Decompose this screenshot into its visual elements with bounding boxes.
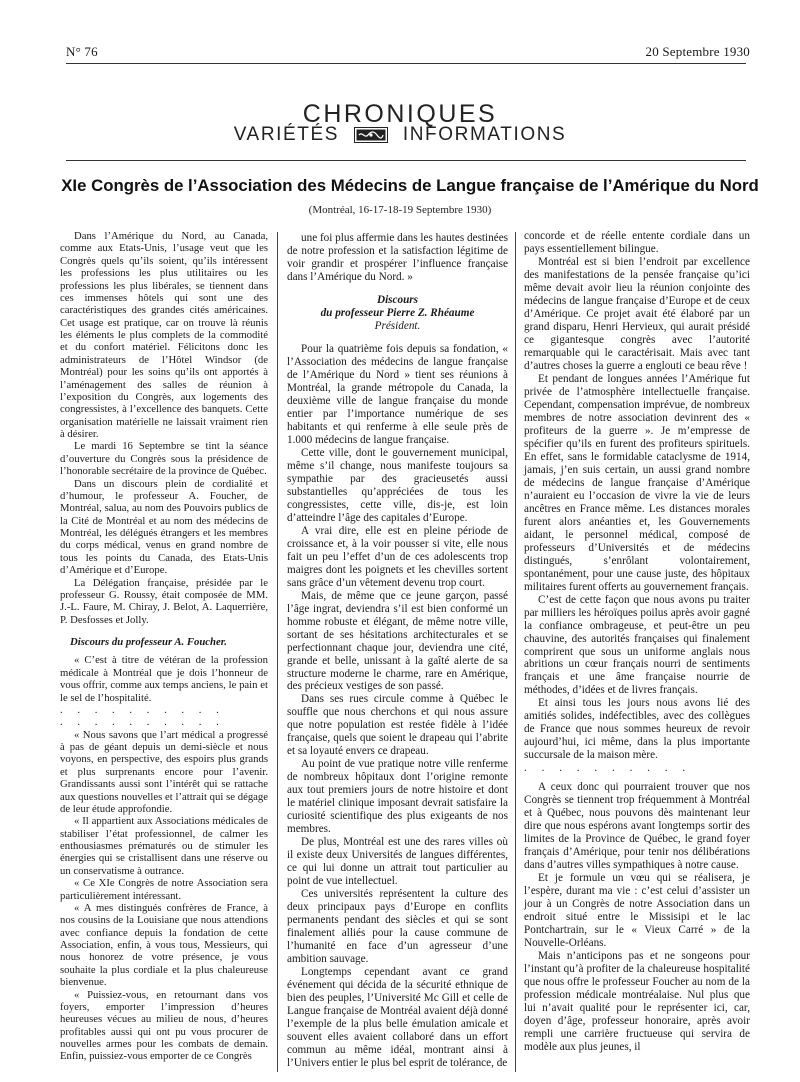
paragraph: Cette ville, dont le gouvernement municipal, même s’il change, nous manifeste toujours sa sympathie par des gracieusetés aussi substantielles qu’appréciées de tous les congressistes, cette ville, dis-je, est loin d’atteindre l’âge des capitales d’Europe. [287,446,508,524]
section-subtitle [0,124,800,146]
paragraph: Montréal est si bien l’endroit par excellence des manifestations de la pensée française qu’ici même devait avoir lieu la réunion conjointe des médecins de langue française d’Europe et de ceux d’Amérique. Ce projet avait été élaboré par un grand disparu, Henri Hervieux, qui aurait présidé ce gigantesque congrès avec l’autorité remarquable qui le caractérisait. Mais avec tant d’autres choses la guerre a englouti ce beau rêve ! [524,255,750,372]
paragraph: Longtemps cependant avant ce grand événement qui décida de la sécurité ethnique de bien des peuples, l’Université Mc Gill et celle de Langue française de Montréal avaient déjà donné l’exemple de la plus belle émulation amicale et souvent elles avaient collaboré dans un effort commun au même idéal, montrant ainsi à l’Univers entier le plus bel esprit de tolérance, de [287,966,508,1070]
paragraph: Mais n’anticipons pas et ne songeons pour l’instant qu’à profiter de la chaleureuse hospitalité que nous offre le professeur Foucher au nom de la profession médicale montréalaise. Nul plus que lui n’avait qualité pour le représenter ici, car, doyen d’âge, professeur honoraire, après avoir rempli une carrière fructueuse qui servira de modèle aux plus jeunes, il [524,950,750,1054]
section-varietes: VARIÉTÉS [233,124,340,145]
paragraph: Dans ses rues circule comme à Québec le souffle que nous cherchons et qui nous assure que notre population est restée fidèle à l’idée française, quels que soient le drapeau qui l’abrite et sa loyauté envers ce drapeau. [287,693,508,758]
paragraph: Pour la quatrième fois depuis sa fondation, « l’Association des médecins de langue française de l’Amérique du Nord » tient ses réunions à Montréal, la grande métropole du Canada, la deuxième ville de langue française du monde entier par l’importance numérique de ses habitants et qui renferme à elle seule près de 1.000 médecins de langue française. [287,342,508,446]
paragraph: « C’est à titre de vétéran de la profession médicale à Montréal que je dois l’honneur de vous offrir, comme aux temps anciens, le pain et le sel de l’hospitalité. [60,654,268,704]
paragraph: A ceux donc qui pourraient trouver que nos Congrès se tiennent trop fréquemment à Montréal et à Québec, nous pouvons dès maintenant leur dire que nous espérons avant longtemps sortir des limites de la Province de Québec, le grand foyer français d’Amérique, pour tenir nos délibérations dans d’autres villes sympathiques à notre cause. [524,781,750,872]
paragraph: Dans un discours plein de cordialité et d’humour, le professeur A. Foucher, de Montréal, salua, au nom des Pouvoirs publics de la Cité de Montréal et au nom des médecins de Montréal, les délégués étrangers et les membres du corps médical, venus en grand nombre de tous les points du Canada, des Etats-Unis d’Amérique et d’Europe. [60,477,268,577]
speech-heading: Discours du professeur A. Foucher. [70,636,227,648]
section-rule [66,160,746,161]
paragraph: Le mardi 16 Septembre se tint la séance d’ouverture du Congrès sous la présidence de l’honorable secrétaire de la province de Québec. [60,440,268,478]
paragraph: Au point de vue pratique notre ville renferme de nombreux hôpitaux dont l’origine remonte aux tout premiers jours de notre histoire et dont le matériel clinique imposant devrait satisfaire la curiosité scientifique des plus exigeants de nos membres. [287,758,508,836]
paragraph: Et pendant de longues années l’Amérique fut privée de l’atmosphère intellectuelle française. Cependant, compensation imprévue, de nombreux membres de notre association devinrent des « profiteurs de la guerre ». Je m’empresse de spécifier qu’ils en furent des profiteurs spirituels. En effet, sans le formidable cataclysme de 1914, jamais, j’en suis certain, un aussi grand nombre de médecins de langue française d’Amérique n’auraient eu l’occasion de vivre la vie de leurs ancêtres en France même. Les distances morales furent alors anéanties et, les Gouvernements aidant, le personnel médical, composé de professeurs d’Universités et de médecins distingués, s’enrôlant volontairement, spontanément, pour une cause juste, des hôpitaux militaires furent offerts au gouvernement français. [524,372,750,593]
speech-heading-line2: du professeur Pierre Z. Rhéaume [320,306,475,319]
paragraph: une foi plus affermie dans les hautes destinées de notre profession et la satisfaction légitime de voir grandir et prospérer l’influence française dans l’Amérique du Nord. » [287,232,509,283]
paragraph: « Puissiez-vous, en retournant dans vos foyers, emporter l’impression d’heures heureuses vécues au milieu de nous, d’heures profitables aussi qui ont pu vous procurer de nouvelles armes pour les combats de demain. Enfin, puissiez-vous emporter de ce Congrès [60,988,268,1063]
paragraph: Ces universités représentent la culture des deux principaux pays d’Europe en conflits permanents pendant des siècles et qui se sont finalement alliés pour la cause commune de l’humanité en face d’un agresseur d’une ambition sauvage. [287,888,508,966]
paragraph: Mais, de même que ce jeune garçon, passé l’âge ingrat, deviendra s’il est bien conformé un homme robuste et élégant, de même notre ville, sortant de ses hésitations architecturales et se perfectionnant chaque jour, deviendra une cité, grande et belle, unissant à la gaîté alerte de sa structure moderne le charme, rare en Amérique, des précieux vestiges de son passé. [287,589,508,693]
issue-number: N° 76 [66,44,98,59]
ellipsis-dots: . . . . . . . . . . [60,703,225,716]
article-title: XIe Congrès de l’Association des Médecins de Langue française de l’Amérique du Nord [61,176,759,195]
column-3 [524,230,750,1054]
header-rule [66,63,746,64]
ornament-icon [354,127,388,143]
section-title: CHRONIQUES [302,100,498,128]
issue-date: 20 Septembre 1930 [645,44,750,59]
ellipsis-dots: . . . . . . . . . . [60,716,225,729]
paragraph: La Délégation française, présidée par le professeur G. Roussy, était composée de MM. J.-L. Faure, M. Chiray, J. Belot, A. Laquerrière, P. Desfosses et Jolly. [60,576,268,626]
column-2 [287,232,508,1070]
paragraph: C’est de cette façon que nous avons pu traiter par milliers les héroïques poilus après avoir gagné la confiance ombrageuse, et peut-être un peu chauvine, des autorités françaises qui finalement comprirent que sous un uniforme anglais nous abritions un cœur français nourri de sentiments français et une âme française nourrie de méthodes, d’idées et de livres français. [524,593,750,697]
column-1 [60,230,268,1063]
column-separator-1 [277,232,278,1072]
column-separator-2 [515,232,516,1072]
paragraph: Dans l’Amérique du Nord, au Canada, comme aux Etats-Unis, l’usage veut que les Congrès quels qu’ils soient, qu’ils intéressent les professions les plus utilitaires ou les professions les plus libérales, se tiennent dans ces immenses hôtels qui sont une des caractéristiques des grandes cités américaines. Cet usage est pratique, car on trouve là réunis les éléments le plus complets de la commodité et du confort matériel. Félicitons donc les administrateurs de l’Hôtel Windsor (de Montréal) pour les soins qu’ils ont apportés à l’aménagement des salles de réunion à l’exposition du Congrès, aux logements des congressistes, à l’excellence des banquets. Cette organisation matérielle ne laissait vraiment rien à désirer. [60,230,268,440]
paragraph: Et je formule un vœu qui se réalisera, je l’espère, durant ma vie : c’est celui d’assister un jour à un Congrès de notre Association dans un endroit situé entre le Missisipi et le lac Pontchartrain, sur le « Vieux Carré » de la Nouvelle-Orléans. [524,872,750,950]
speech-heading-line1: Discours [376,293,419,306]
paragraph: « Il appartient aux Associations médicales de stabiliser l’état professionnel, de calmer les enthousiasmes prématurés ou de stimuler les énergies qui se cristallisent dans une réserve ou un conservatisme à outrance. [60,815,268,877]
paragraph: « Nous savons que l’art médical a progressé à pas de géant depuis un demi-siècle et nous voyons, en perspective, des espoirs plus grands et plus surprenants encore pour l’avenir. Grandissants aussi sont l’intérêt qui se rattache aux questions nouvelles et l’attrait qui se dégage de leur étude approfondie. [60,728,268,815]
paragraph: A vrai dire, elle est en pleine période de croissance et, à la voir pousser si vite, elle nous fait un peu l’effet d’un de ces adolescents trop maigres dont les poignets et les chevilles sortent sans grâce d’un vêtement devenu trop court. [287,524,508,589]
paragraph: concorde et de réelle entente cordiale dans un pays essentiellement bilingue. [524,230,750,255]
paragraph: De plus, Montréal est une des rares villes où il existe deux Universités de langues différentes, ce qui lui donne un attrait tout particulier au point de vue intellectuel. [287,836,508,888]
paragraph: « A mes distingués confrères de France, à nos cousins de la Louisiane que nous attendions avec confiance depuis la fondation de cette Association, enfin, à vous tous, Messieurs, qui nous honorez de votre présence, je vous souhaite la plus cordiale et la plus chaleureuse bienvenue. [60,901,268,989]
section-informations: INFORMATIONS [402,124,567,145]
paragraph: Et ainsi tous les jours nous avons lié des amitiés solides, indéfectibles, avec des collègues de France que nous sommes heureux de revoir aujourd’hui, ici même, dans la plus importante succursale de la maison mère. [524,697,750,762]
ellipsis-dots: . . . . . . . . . . [524,762,692,775]
speaker-role: Président. [374,319,421,332]
paragraph: « Ce XIe Congrès de notre Association sera particulièrement intéressant. [60,877,268,902]
article-subtitle: (Montréal, 16-17-18-19 Septembre 1930) [308,204,492,216]
